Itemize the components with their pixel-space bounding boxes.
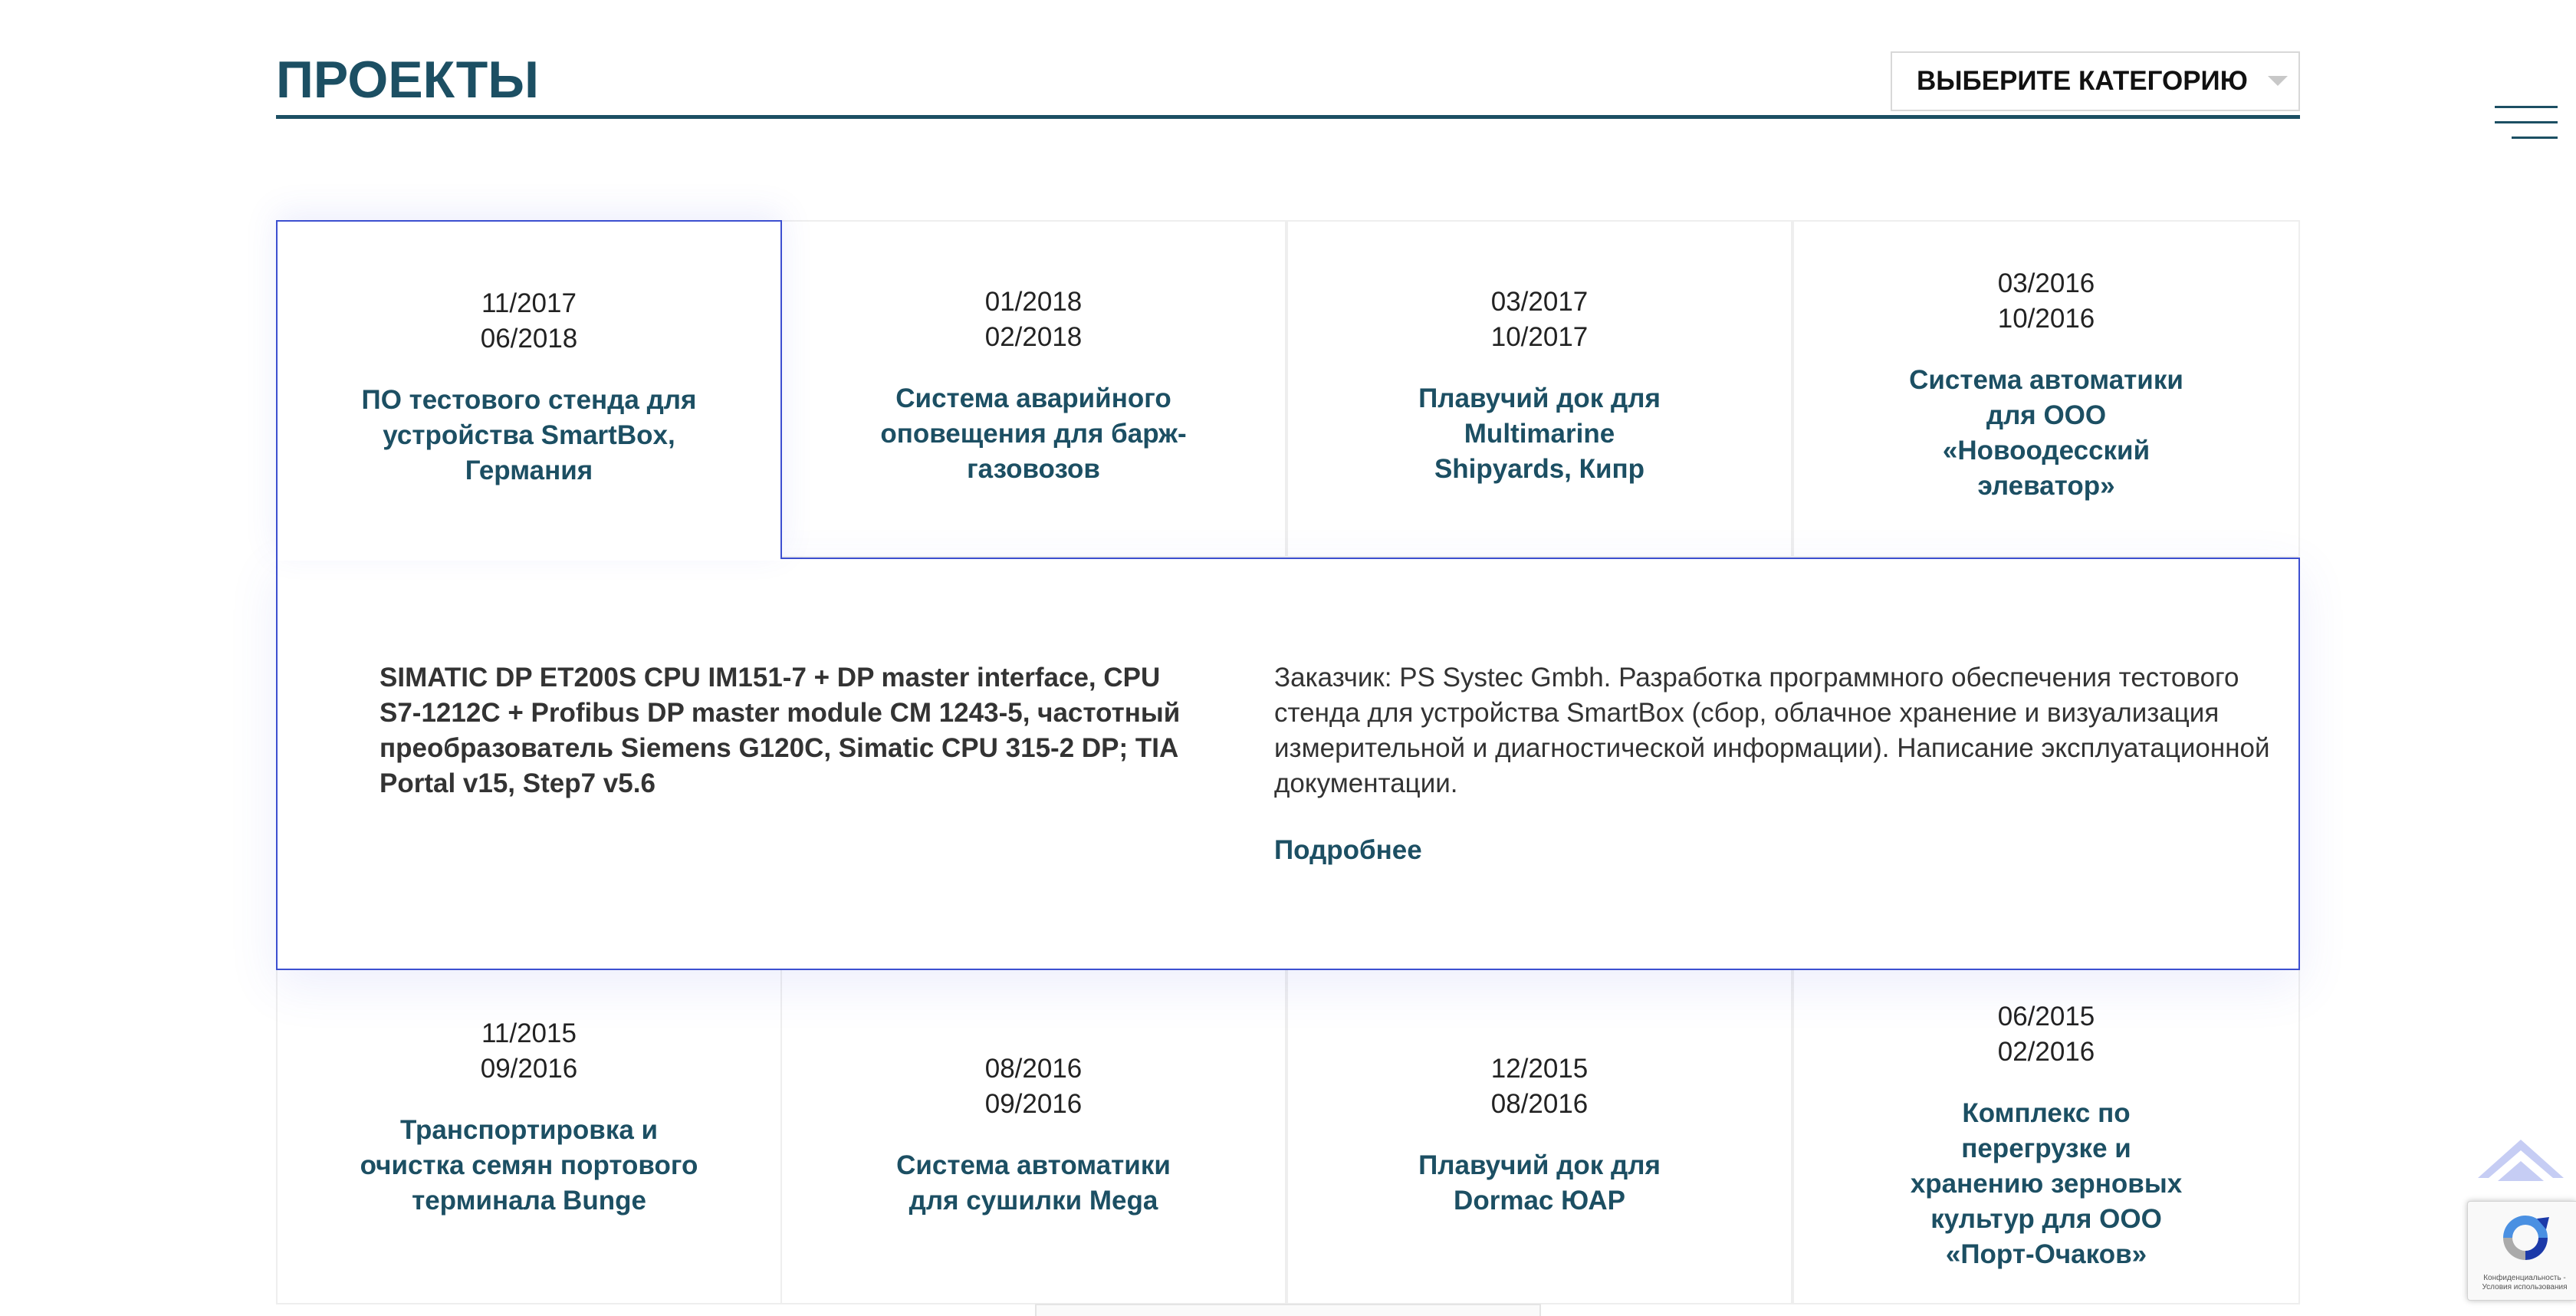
project-date-end: 08/2016 bbox=[1490, 1089, 1589, 1119]
recaptcha-text[interactable]: Конфиденциальность - Условия использования bbox=[2482, 1274, 2568, 1291]
project-description: Заказчик: PS Systec Gmbh. Разработка программного обеспечения тестового стенда для устройства SmartBox (сбор, облачное хранение и визуализация измерительной и диагностической информации). Написание эксплуатационной документации. bbox=[1274, 663, 2270, 798]
project-title[interactable]: Плавучий док для Dormac ЮАР bbox=[1418, 1150, 1661, 1216]
project-card[interactable] bbox=[1286, 220, 1792, 558]
project-detail-panel bbox=[276, 558, 2300, 970]
project-equipment: SIMATIC DP ET200S CPU IM151-7 + DP master interface, CPU S7-1212C + Profibus DP master module CM 1243-5, частотный преобразователь Siemens G120C, Simatic CPU 315-2 DP; TIA Portal v15, Step7 v5.6 bbox=[380, 663, 1181, 798]
project-card[interactable] bbox=[780, 969, 1286, 1304]
project-title[interactable]: Система автоматики для ООО «Новоодесский элеватор» bbox=[1909, 365, 2183, 501]
project-card[interactable] bbox=[1792, 969, 2300, 1304]
project-date-start: 12/2015 bbox=[1490, 1054, 1589, 1084]
recaptcha-badge[interactable] bbox=[2467, 1201, 2576, 1301]
project-date-start: 06/2015 bbox=[1997, 1002, 2095, 1031]
project-date-end: 02/2016 bbox=[1997, 1037, 2095, 1067]
category-select-label: ВЫБЕРИТЕ КАТЕГОРИЮ bbox=[1917, 66, 2248, 96]
project-title[interactable]: Система автоматики для сушилки Mega bbox=[896, 1150, 1171, 1216]
chevron-down-icon bbox=[2268, 76, 2288, 86]
project-date-start: 11/2017 bbox=[481, 288, 577, 318]
project-title[interactable]: Система аварийного оповещения для барж-газовозов bbox=[880, 383, 1187, 484]
project-date-start: 03/2017 bbox=[1490, 287, 1589, 317]
category-select[interactable] bbox=[1891, 51, 2300, 111]
project-date-start: 01/2018 bbox=[984, 287, 1083, 317]
scroll-to-top-button[interactable] bbox=[2478, 1135, 2564, 1181]
project-date-start: 11/2015 bbox=[481, 1018, 577, 1048]
project-date-end: 09/2016 bbox=[480, 1054, 578, 1084]
menu-icon[interactable] bbox=[2495, 103, 2558, 143]
page-title: ПРОЕКТЫ bbox=[276, 51, 539, 109]
project-title[interactable]: ПО тестового стенда для устройства SmartBox, Германия bbox=[361, 385, 697, 485]
project-title[interactable]: Транспортировка и очистка семян портового терминала Bunge bbox=[360, 1115, 698, 1216]
project-card[interactable] bbox=[1792, 220, 2300, 558]
project-card-active[interactable] bbox=[276, 220, 782, 559]
chevron-up-icon bbox=[2478, 1135, 2564, 1181]
project-date-end: 06/2018 bbox=[480, 324, 578, 354]
title-divider bbox=[276, 115, 2300, 119]
project-date-start: 03/2016 bbox=[1997, 268, 2095, 298]
project-title[interactable]: Комплекс по перегрузке и хранению зерновых культур для ООО «Порт-Очаков» bbox=[1910, 1098, 2183, 1269]
more-link[interactable]: Подробнее bbox=[1274, 835, 1422, 865]
project-title[interactable]: Плавучий док для Multimarine Shipyards, Кипр bbox=[1418, 383, 1661, 484]
project-date-end: 09/2016 bbox=[984, 1089, 1083, 1119]
project-date-start: 08/2016 bbox=[984, 1054, 1083, 1084]
project-date-end: 10/2016 bbox=[1997, 304, 2095, 334]
project-card[interactable] bbox=[780, 220, 1286, 558]
project-date-end: 02/2018 bbox=[984, 322, 1083, 352]
project-card[interactable] bbox=[276, 969, 782, 1304]
project-card[interactable] bbox=[1286, 969, 1792, 1304]
project-date-end: 10/2017 bbox=[1490, 322, 1589, 352]
recaptcha-icon bbox=[2499, 1211, 2552, 1265]
detail-connector bbox=[278, 554, 780, 561]
bottom-tab bbox=[1035, 1304, 1541, 1316]
